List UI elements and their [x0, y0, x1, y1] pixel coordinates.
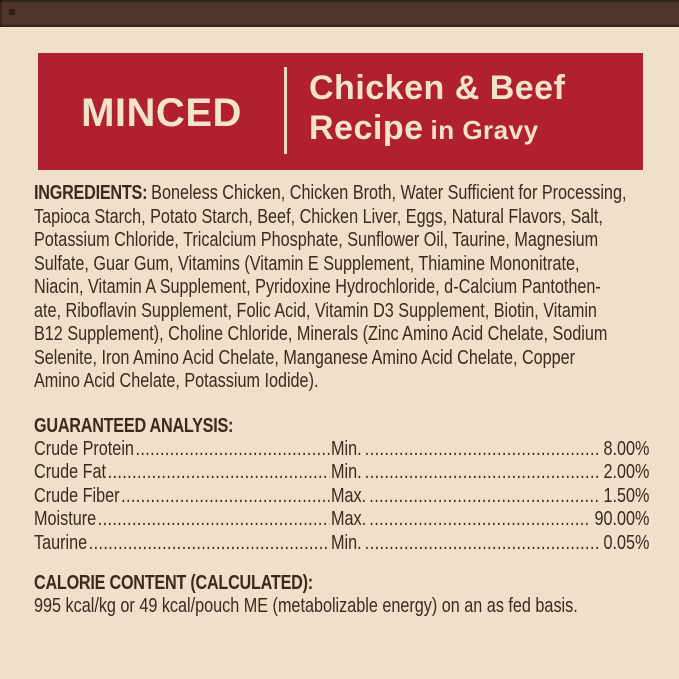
dot-leader: [369, 507, 591, 531]
dot-leader: [136, 437, 330, 461]
recipe-title-line2: [309, 108, 565, 150]
ingredients-paragraph: [34, 181, 649, 393]
recipe-title-line2-sub: in Gravy: [430, 115, 539, 145]
ga-row-crude-fiber: [34, 484, 649, 508]
ga-nutrient: Crude Fiber: [34, 483, 120, 507]
ga-qualifier: Max.: [331, 507, 367, 530]
banner-divider: [284, 67, 287, 154]
ga-value-cell: [331, 437, 649, 461]
recipe-title-line2-main: Recipe: [309, 109, 424, 147]
ingredients-line-3: Potassium Chloride, Tricalcium Phosphate, Sunflower Oil, Taurine, Magnesium: [34, 228, 599, 251]
ga-row-taurine: [34, 531, 649, 555]
dot-leader: [369, 484, 600, 508]
ga-value: 2.00%: [603, 460, 650, 483]
ga-nutrient-cell: [34, 531, 331, 555]
ga-nutrient: Moisture: [34, 507, 97, 530]
ga-value: 90.00%: [594, 507, 650, 530]
dot-leader: [89, 531, 330, 555]
ingredients-line-4: Sulfate, Guar Gum, Vitamins (Vitamin E Supplement, Thiamine Mononitrate,: [34, 251, 580, 275]
dot-leader: [365, 531, 601, 555]
ga-nutrient: Crude Protein: [34, 436, 134, 460]
ga-nutrient-cell: [34, 484, 331, 508]
ingredients-line-8: Selenite, Iron Amino Acid Chelate, Manganese Amino Acid Chelate, Copper: [34, 345, 576, 369]
calorie-content-heading: CALORIE CONTENT (CALCULATED):: [34, 571, 313, 594]
ga-value-cell: [331, 484, 649, 508]
guaranteed-analysis-table: [34, 437, 649, 555]
ga-qualifier: Max.: [331, 483, 367, 507]
top-bar: [0, 0, 679, 27]
recipe-title: [309, 68, 565, 150]
label-body: [34, 181, 649, 618]
calorie-content-text: 995 kcal/kg or 49 kcal/pouch ME (metabolizable energy) on an as fed basis.: [34, 594, 578, 617]
ga-row-crude-fat: [34, 460, 649, 484]
ga-value: 0.05%: [603, 530, 650, 554]
ingredients-line-1: [34, 181, 649, 205]
ingredients-heading: INGREDIENTS:: [34, 181, 148, 204]
ga-value: 1.50%: [603, 483, 650, 507]
dot-leader: [365, 437, 601, 461]
ga-qualifier: Min.: [331, 436, 362, 460]
dot-leader: [365, 460, 601, 484]
ingredients-line-7: B12 Supplement), Choline Chloride, Minerals (Zinc Amino Acid Chelate, Sodium: [34, 322, 608, 345]
dot-leader: [108, 460, 330, 484]
ga-value-cell: [331, 507, 649, 531]
ga-value: 8.00%: [603, 436, 650, 460]
ga-qualifier: Min.: [331, 460, 362, 483]
ingredients-line-2: Tapioca Starch, Potato Starch, Beef, Chicken Liver, Eggs, Natural Flavors, Salt,: [34, 204, 603, 228]
ga-value-cell: [331, 460, 649, 484]
ingredients-line-1-text: Boneless Chicken, Chicken Broth, Water Sufficient for Processing,: [151, 181, 627, 204]
ingredients-line-6: ate, Riboflavin Supplement, Folic Acid, Vitamin D3 Supplement, Biotin, Vitamin: [34, 298, 597, 322]
ingredients-line-5: Niacin, Vitamin A Supplement, Pyridoxine Hydrochloride, d-Calcium Pantothen-: [34, 275, 601, 298]
ga-nutrient: Crude Fat: [34, 460, 107, 483]
recipe-title-line1: Chicken & Beef: [309, 69, 566, 107]
ga-row-moisture: [34, 507, 649, 531]
ga-nutrient-cell: [34, 460, 331, 484]
ga-qualifier: Min.: [331, 530, 362, 554]
ga-nutrient: Taurine: [34, 530, 88, 554]
ga-row-crude-protein: [34, 437, 649, 461]
ga-nutrient-cell: [34, 507, 331, 531]
guaranteed-analysis-heading: GUARANTEED ANALYSIS:: [34, 413, 234, 437]
top-bar-notch: [9, 9, 15, 15]
ga-nutrient-cell: [34, 437, 331, 461]
texture-name: MINCED: [81, 91, 242, 135]
dot-leader: [98, 507, 330, 531]
ingredients-line-9: Amino Acid Chelate, Potassium Iodide).: [34, 369, 319, 392]
ga-value-cell: [331, 531, 649, 555]
recipe-banner: [38, 53, 643, 170]
dot-leader: [121, 484, 329, 508]
